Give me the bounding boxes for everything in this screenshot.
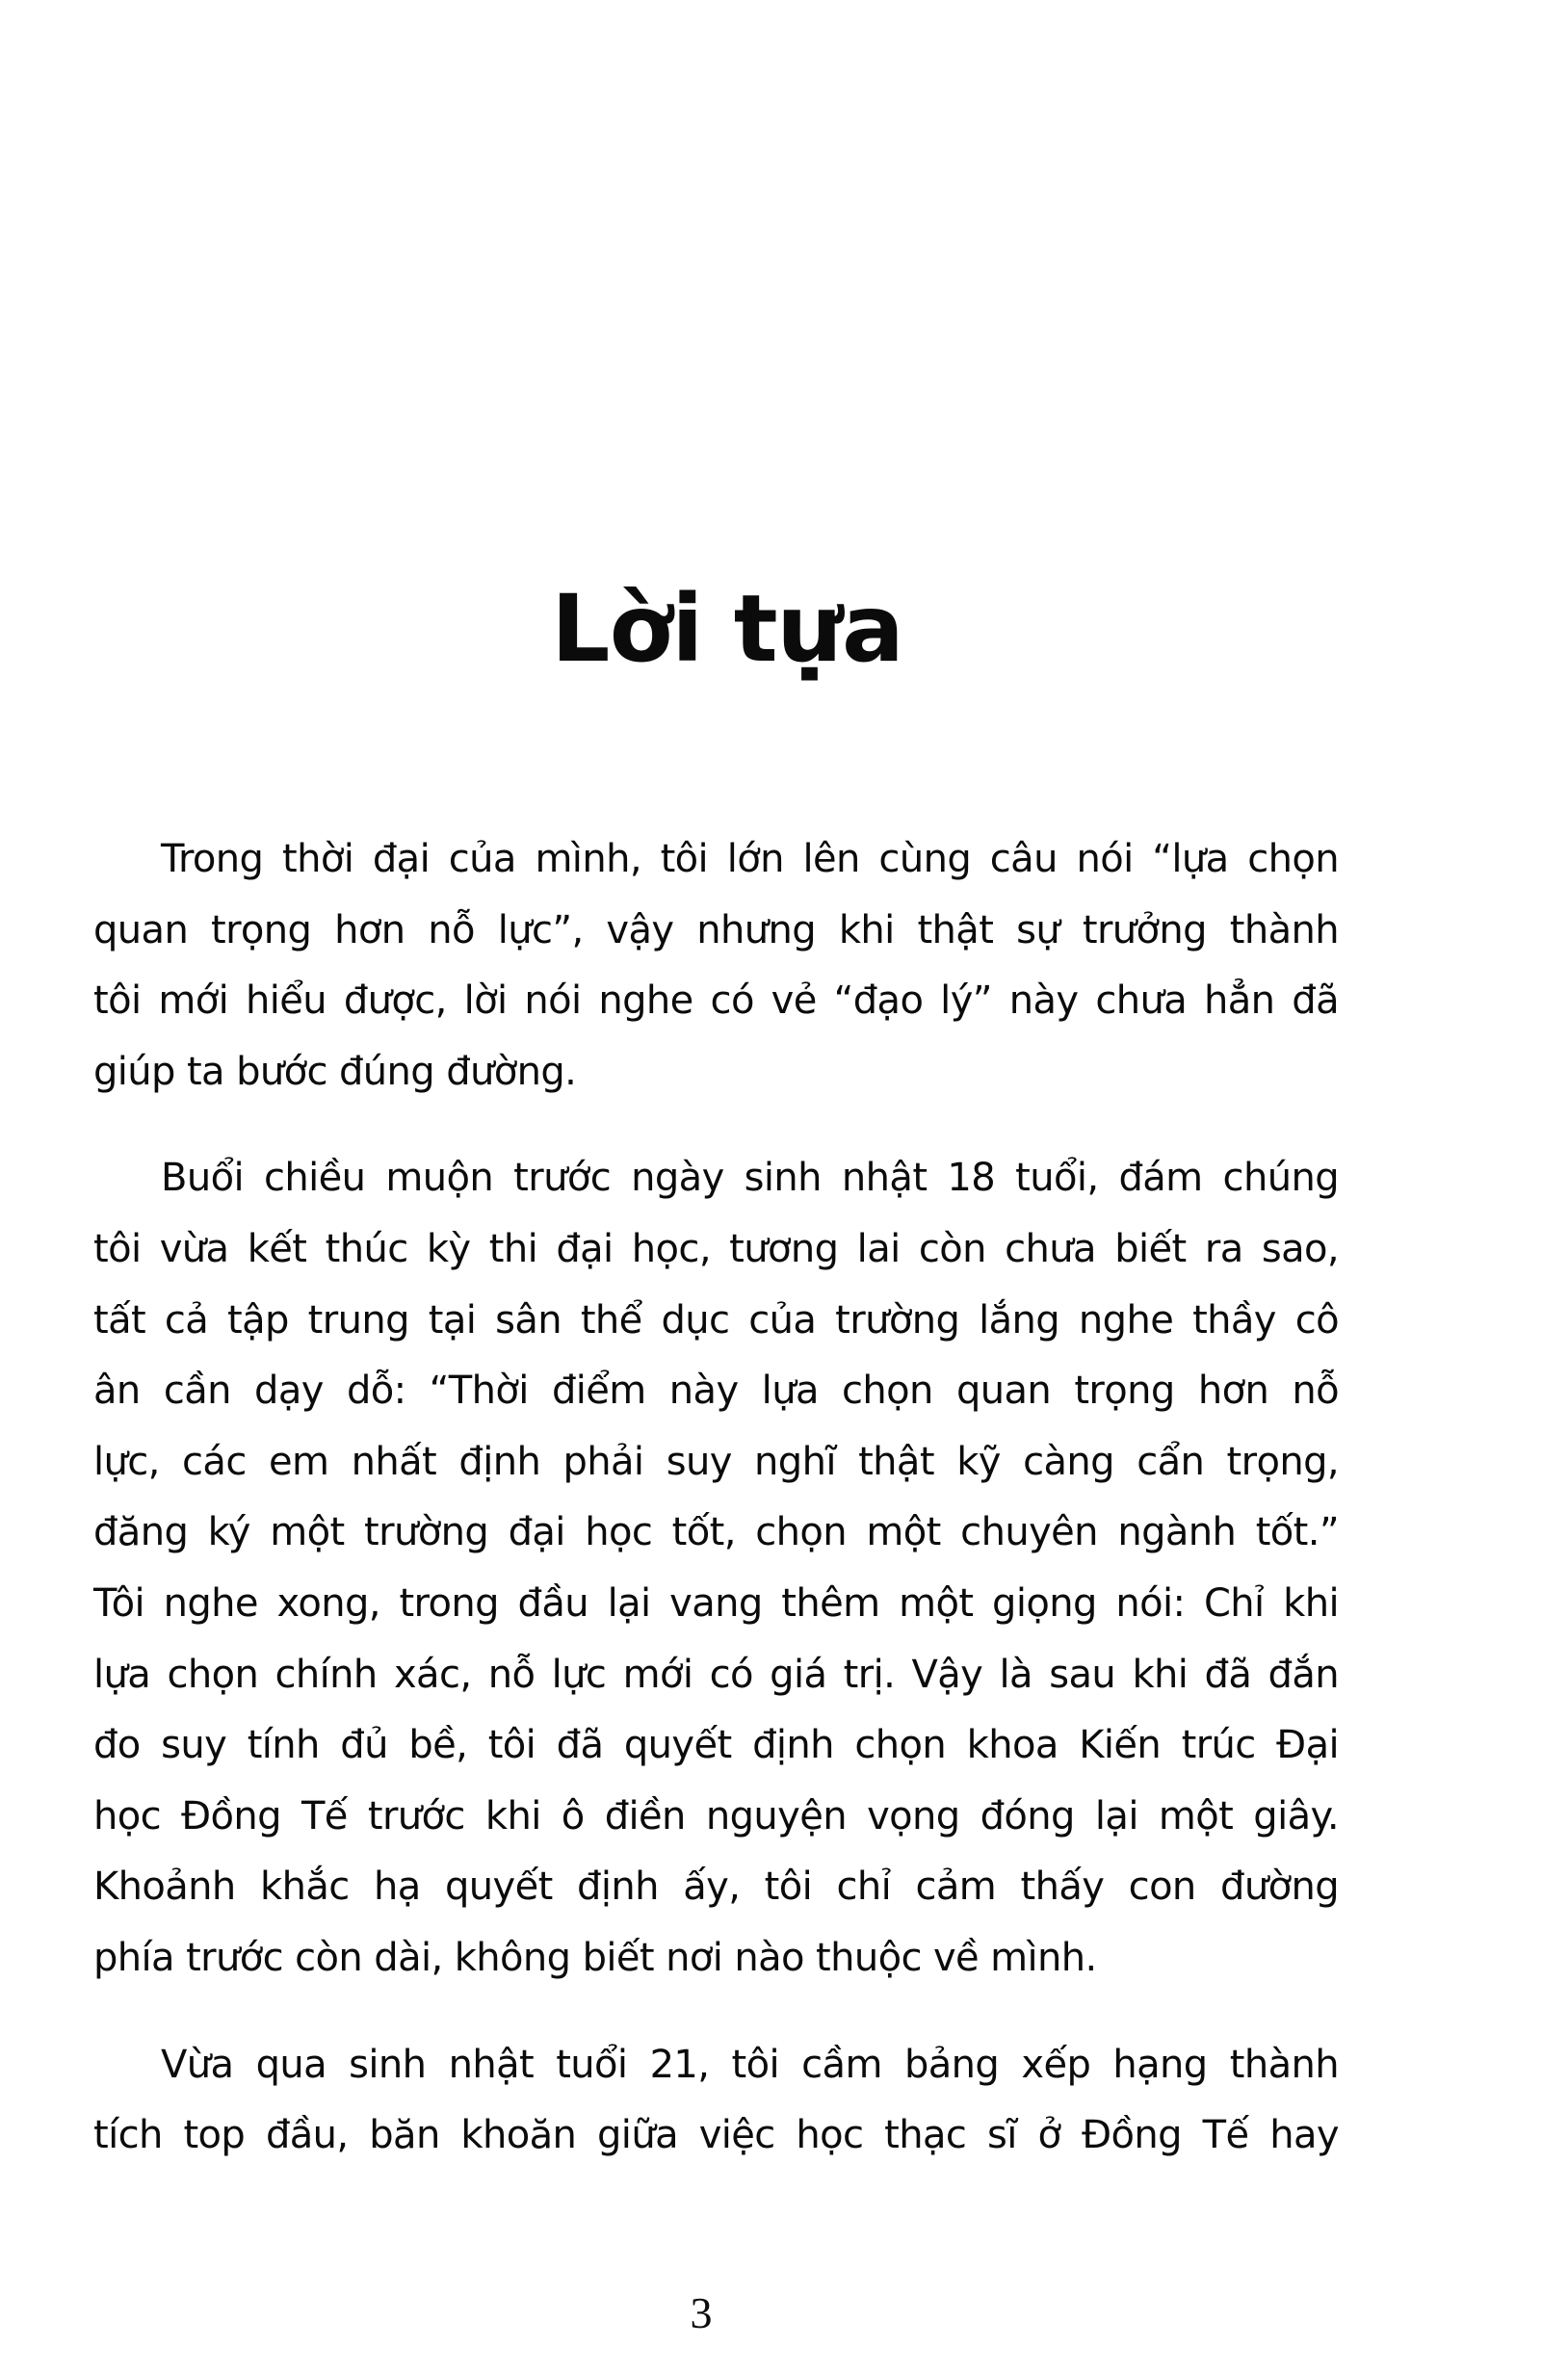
paragraph-3 [93, 2030, 1339, 2172]
body-text [93, 824, 1339, 2207]
paragraph-2 [93, 1143, 1339, 1994]
page-number: 3 [690, 2288, 713, 2337]
text-line: đăng ký một trường đại học tốt, chọn một chuyên ngành tốt.” [93, 1510, 1339, 1555]
text-line: Vừa qua sinh nhật tuổi 21, tôi cầm bảng xếp hạng thành [161, 2042, 1339, 2087]
text-line: giúp ta bước đúng đường. [93, 1049, 577, 1094]
paragraph-1 [93, 824, 1339, 1108]
text-line: học Đồng Tế trước khi ô điền nguyện vọng đóng lại một giây. [93, 1793, 1339, 1838]
text-line: quan trọng hơn nỗ lực”, vậy nhưng khi thật sự trưởng thành [93, 907, 1339, 952]
text-line: đo suy tính đủ bề, tôi đã quyết định chọn khoa Kiến trúc Đại [93, 1723, 1339, 1768]
text-line: tôi mới hiểu được, lời nói nghe có vẻ “đạo lý” này chưa hẳn đã [93, 978, 1339, 1024]
text-line: Khoảnh khắc hạ quyết định ấy, tôi chỉ cảm thấy con đường [93, 1864, 1339, 1910]
text-line: lựa chọn chính xác, nỗ lực mới có giá trị. Vậy là sau khi đã đắn [93, 1652, 1339, 1697]
text-line: Trong thời đại của mình, tôi lớn lên cùng câu nói “lựa chọn [161, 837, 1339, 881]
text-line: tất cả tập trung tại sân thể dục của trường lắng nghe thầy cô [93, 1297, 1339, 1343]
text-line: Buổi chiều muộn trước ngày sinh nhật 18 tuổi, đám chúng [161, 1156, 1339, 1201]
text-line: phía trước còn dài, không biết nơi nào thuộc về mình. [93, 1935, 1097, 1980]
chapter-title: Lời tựa [551, 575, 903, 683]
text-line: Tôi nghe xong, trong đầu lại vang thêm một giọng nói: Chỉ khi [93, 1580, 1339, 1626]
text-line: lực, các em nhất định phải suy nghĩ thật kỹ càng cẩn trọng, [93, 1439, 1339, 1484]
text-line: tích top đầu, băn khoăn giữa việc học thạc sĩ ở Đồng Tế hay [93, 2113, 1339, 2158]
text-line: ân cần dạy dỗ: “Thời điểm này lựa chọn quan trọng hơn nỗ [93, 1369, 1339, 1414]
text-line: tôi vừa kết thúc kỳ thi đại học, tương lai còn chưa biết ra sao, [93, 1226, 1339, 1271]
